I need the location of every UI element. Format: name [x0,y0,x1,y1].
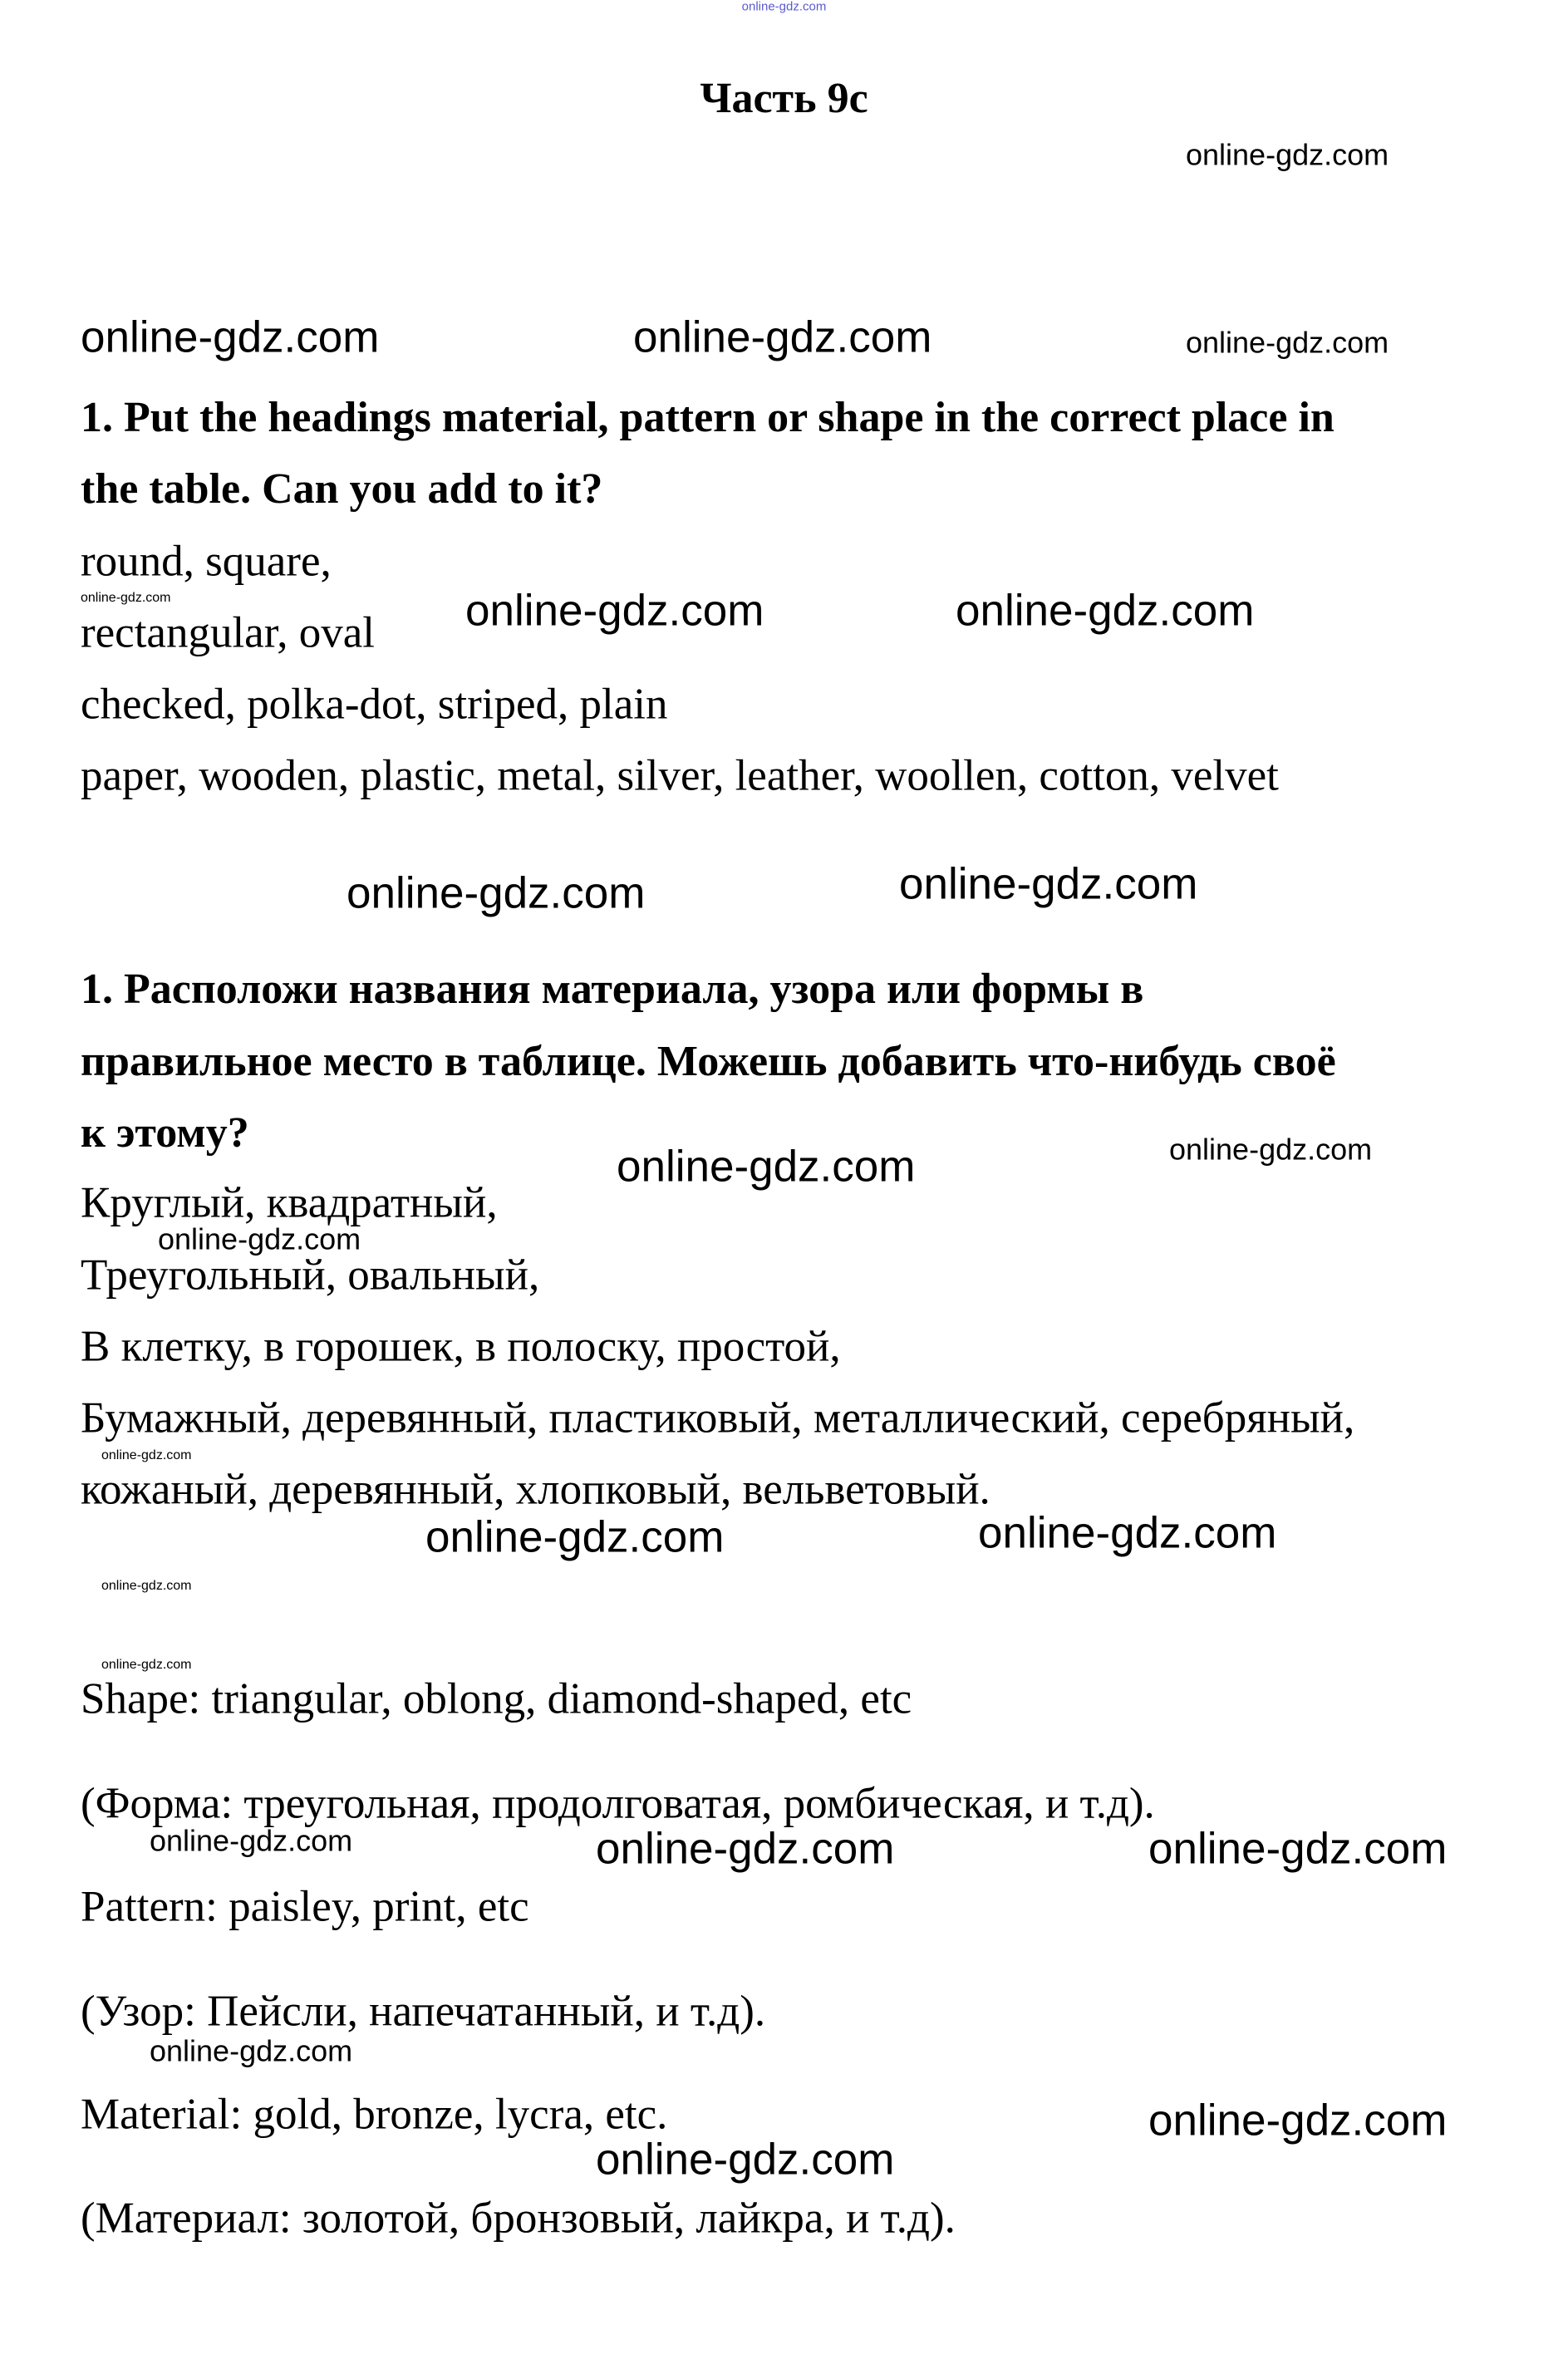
watermark: online-gdz.com [596,1824,895,1874]
watermark: online-gdz.com [1186,325,1389,360]
task-heading-en: the table. Can you add to it? [81,465,603,513]
watermark: online-gdz.com [81,591,171,606]
watermark: online-gdz.com [741,0,827,14]
answer-shape-en: Shape: triangular, oblong, diamond-shaped, etc [81,1674,912,1723]
answer-pattern-ru: (Узор: Пейсли, напечатанный, и т.д). [81,1987,766,2036]
watermark: online-gdz.com [1169,1132,1373,1167]
watermark: online-gdz.com [101,1579,192,1594]
task-heading-ru: правильное место в таблице. Можешь добавить что-нибудь своё [81,1038,1336,1085]
task-line-ru: Треугольный, овальный, [81,1251,540,1300]
task-heading-ru: 1. Расположи названия материала, узора или формы в [81,966,1144,1013]
watermark: online-gdz.com [150,2033,353,2068]
task-heading-en: 1. Put the headings material, pattern or shape in the correct place in [81,394,1335,441]
watermark: online-gdz.com [1148,1824,1448,1874]
watermark: online-gdz.com [633,312,932,362]
watermark: online-gdz.com [81,312,380,362]
watermark: online-gdz.com [978,1508,1277,1558]
task-line-ru: кожаный, деревянный, хлопковый, вельветовый. [81,1465,990,1514]
watermark: online-gdz.com [596,2135,895,2185]
watermark: online-gdz.com [425,1512,725,1562]
task-line-ru: Круглый, квадратный, [81,1178,498,1227]
task-line-ru: В клетку, в горошек, в полоску, простой, [81,1322,841,1371]
page-title: Часть 9с [700,75,868,122]
watermark: online-gdz.com [158,1221,361,1256]
watermark: online-gdz.com [956,586,1255,636]
task-heading-ru: к этому? [81,1109,249,1157]
answer-shape-ru: (Форма: треугольная, продолговатая, ромбическая, и т.д). [81,1779,1155,1828]
answer-material-en: Material: gold, bronze, lycra, etc. [81,2090,668,2139]
watermark: online-gdz.com [617,1142,916,1192]
task-line-en: paper, wooden, plastic, metal, silver, leather, woollen, cotton, velvet [81,751,1279,800]
watermark: online-gdz.com [1148,2096,1448,2145]
answer-pattern-en: Pattern: paisley, print, etc [81,1882,529,1931]
task-line-en: checked, polka-dot, striped, plain [81,680,668,729]
answer-material-ru: (Материал: золотой, бронзовый, лайкра, и т.д). [81,2194,956,2243]
task-line-en: round, square, [81,537,332,586]
watermark: online-gdz.com [465,586,764,636]
watermark: online-gdz.com [347,868,646,918]
watermark: online-gdz.com [101,1658,192,1673]
task-line-ru: Бумажный, деревянный, пластиковый, металлический, серебряный, [81,1393,1355,1442]
task-line-en: rectangular, oval [81,608,375,657]
watermark: online-gdz.com [150,1823,353,1858]
watermark: online-gdz.com [101,1448,192,1463]
watermark: online-gdz.com [899,859,1198,909]
watermark: online-gdz.com [1186,137,1389,172]
